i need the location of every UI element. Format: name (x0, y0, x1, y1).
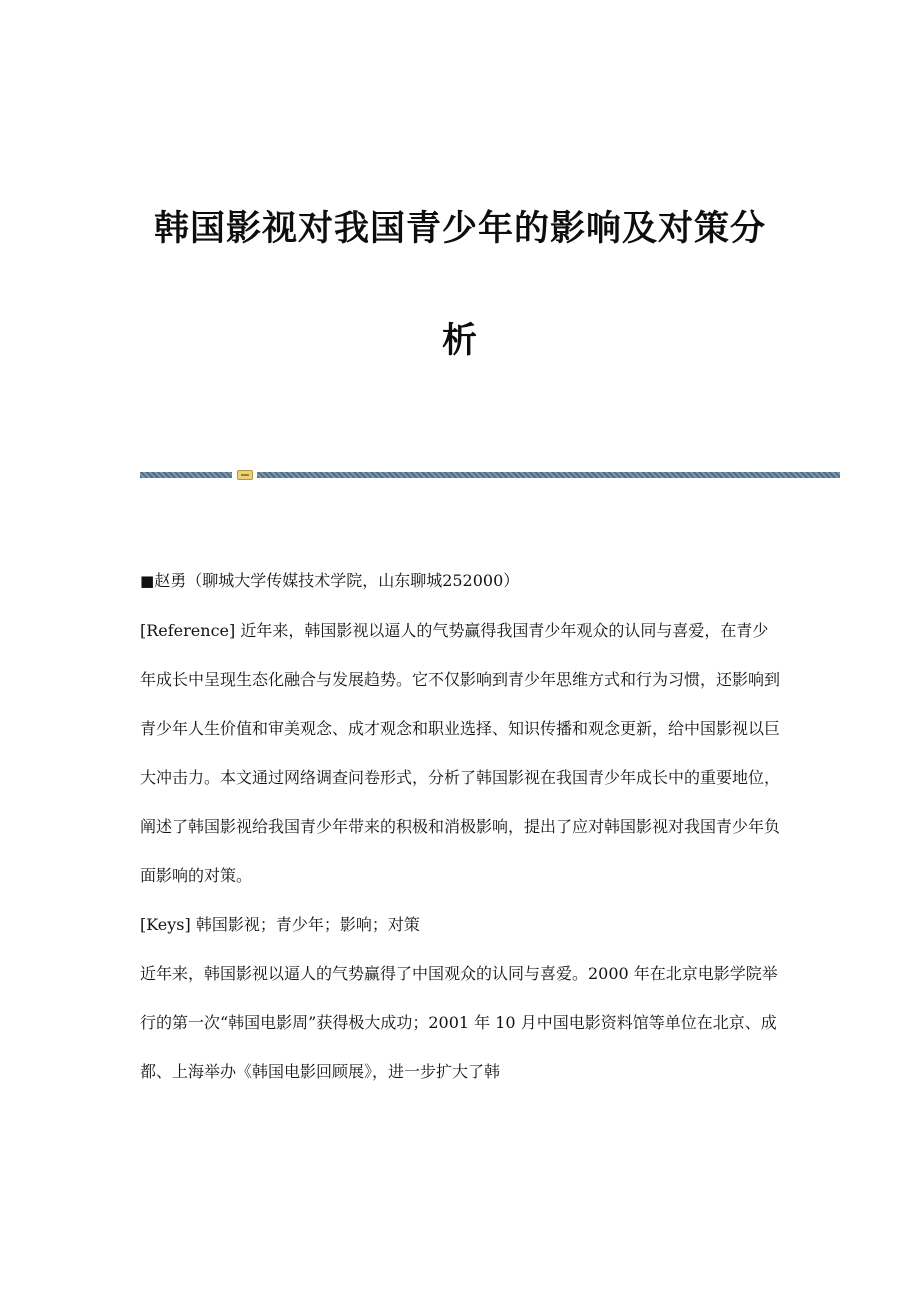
document-body (140, 556, 780, 1096)
keywords-paragraph: [Keys] 韩国影视；青少年；影响；对策 (140, 915, 420, 934)
scroll-ornament-icon (237, 470, 253, 480)
title-divider (140, 470, 840, 480)
divider-bar-left (140, 472, 232, 478)
divider-bar-right (257, 472, 840, 478)
author-affiliation: 赵勇（聊城大学传媒技术学院，山东聊城252000） (154, 571, 520, 590)
document-title (110, 210, 810, 360)
body-paragraph: 近年来，韩国影视以逼人的气势赢得了中国观众的认同与喜爱。2000 年在北京电影学院举行的第一次“韩国电影周”获得极大成功；2001 年 10 月中国电影资料馆等单位在北京、成都、上海举办《韩国电影回顾展》，进一步扩大了韩 (140, 964, 778, 1081)
author-line (140, 556, 780, 606)
title-line-2: 析 (441, 321, 478, 361)
square-bullet-icon: ■ (140, 572, 155, 590)
abstract-paragraph: [Reference] 近年来，韩国影视以逼人的气势赢得我国青少年观众的认同与喜爱，在青少年成长中呈现生态化融合与发展趋势。它不仅影响到青少年思维方式和行为习惯，还影响到青少年人生价值和审美观念、成才观念和职业选择、知识传播和观念更新，给中国影视以巨大冲击力。本文通过网络调查问卷形式，分析了韩国影视在我国青少年成长中的重要地位，阐述了韩国影视给我国青少年带来的积极和消极影响，提出了应对韩国影视对我国青少年负面影响的对策。 (140, 621, 781, 885)
title-line-1: 韩国影视对我国青少年的影响及对策分 (153, 209, 766, 249)
